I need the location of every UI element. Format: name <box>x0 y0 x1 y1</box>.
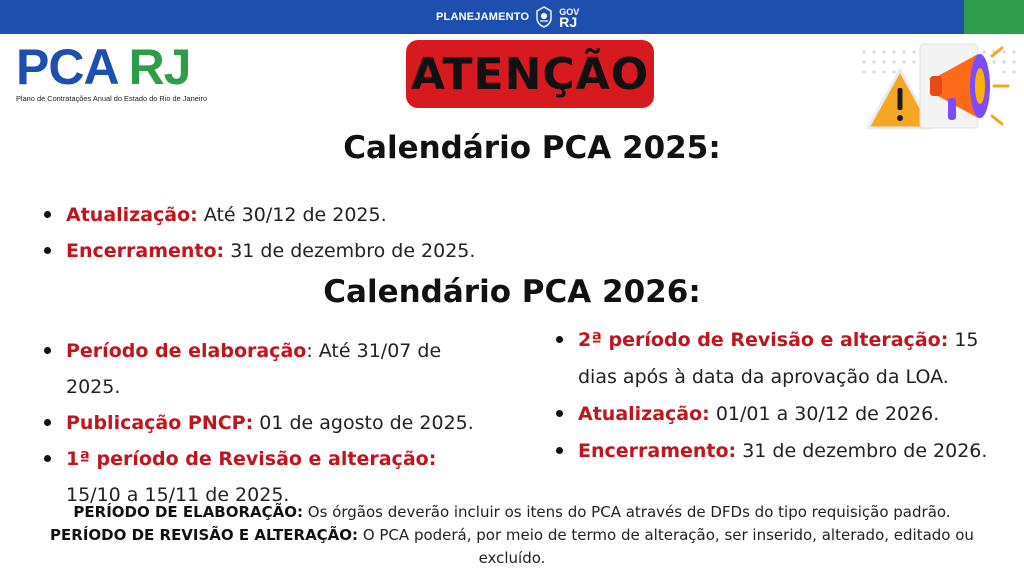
attention-text: ATENÇÃO <box>410 48 650 100</box>
item-term: Período de elaboração <box>66 340 307 362</box>
item-term: Atualização: <box>66 204 198 226</box>
note-elaboration-text: Os órgãos deverão incluir os itens do PCA através de DFDs do tipo requisição padrão. <box>303 503 951 521</box>
crest-icon <box>535 6 553 28</box>
list-item <box>44 333 494 405</box>
calendar-2025-list <box>44 197 475 269</box>
logo-wordmark <box>16 39 207 95</box>
logo-subtitle: Plano de Contratações Anual do Estado do Rio de Janeiro <box>16 94 208 103</box>
list-item <box>44 233 475 269</box>
note-revision-label: PERÍODO DE REVISÃO E ALTERAÇÃO: <box>50 526 359 544</box>
pca-rj-logo[interactable] <box>16 39 208 103</box>
calendar-2026-title: Calendário PCA 2026: <box>323 274 701 310</box>
note-elaboration-label: PERÍODO DE ELABORAÇÃO: <box>73 503 304 521</box>
note-revision <box>20 524 1004 570</box>
item-text: 31 de dezembro de 2025. <box>224 240 476 262</box>
megaphone-icon <box>920 44 1008 128</box>
item-text: 15 dias após à data da aprovação da LOA. <box>578 329 979 388</box>
logo-pca: PCA <box>16 39 119 95</box>
list-item <box>44 197 475 233</box>
item-text: 31 de dezembro de 2026. <box>736 440 988 462</box>
gov-big-text: RJ <box>559 14 578 30</box>
attention-banner <box>406 40 654 108</box>
item-text: : Até 31/07 de 2025. <box>66 340 442 398</box>
note-revision-text: O PCA poderá, por meio de termo de alteração, ser inserido, alterado, editado ou excluído. <box>358 526 974 567</box>
item-text: 01 de agosto de 2025. <box>253 412 474 434</box>
item-term: Encerramento: <box>66 240 225 262</box>
gov-small-text: GOV <box>559 7 580 17</box>
item-text: 01/01 a 30/12 de 2026. <box>709 403 940 425</box>
list-item <box>556 433 996 470</box>
item-text: Até 30/12 de 2025. <box>197 204 387 226</box>
announcement-illustration <box>860 36 1020 132</box>
item-term: Encerramento: <box>578 440 737 462</box>
gov-rj-mark <box>559 7 580 30</box>
footer-notes <box>20 501 1004 570</box>
item-term: 2ª período de Revisão e alteração: <box>578 329 949 351</box>
calendar-2026-left-list <box>44 333 494 513</box>
calendar-2025-title: Calendário PCA 2025: <box>343 130 721 166</box>
list-item <box>556 322 996 396</box>
dept-label: PLANEJAMENTO <box>436 11 530 23</box>
gov-brand[interactable] <box>436 5 579 29</box>
list-item <box>556 396 996 433</box>
top-bar-green-block <box>964 0 1024 34</box>
item-term: Atualização: <box>578 403 710 425</box>
logo-rj: RJ <box>128 39 191 95</box>
list-item <box>44 405 494 441</box>
item-text: 15/10 a 15/11 de 2025. <box>66 484 290 506</box>
note-elaboration <box>20 501 1004 524</box>
item-term: Publicação PNCP: <box>66 412 254 434</box>
item-term: 1ª período de Revisão e alteração: <box>66 448 437 470</box>
calendar-2026-right-list <box>556 322 996 470</box>
